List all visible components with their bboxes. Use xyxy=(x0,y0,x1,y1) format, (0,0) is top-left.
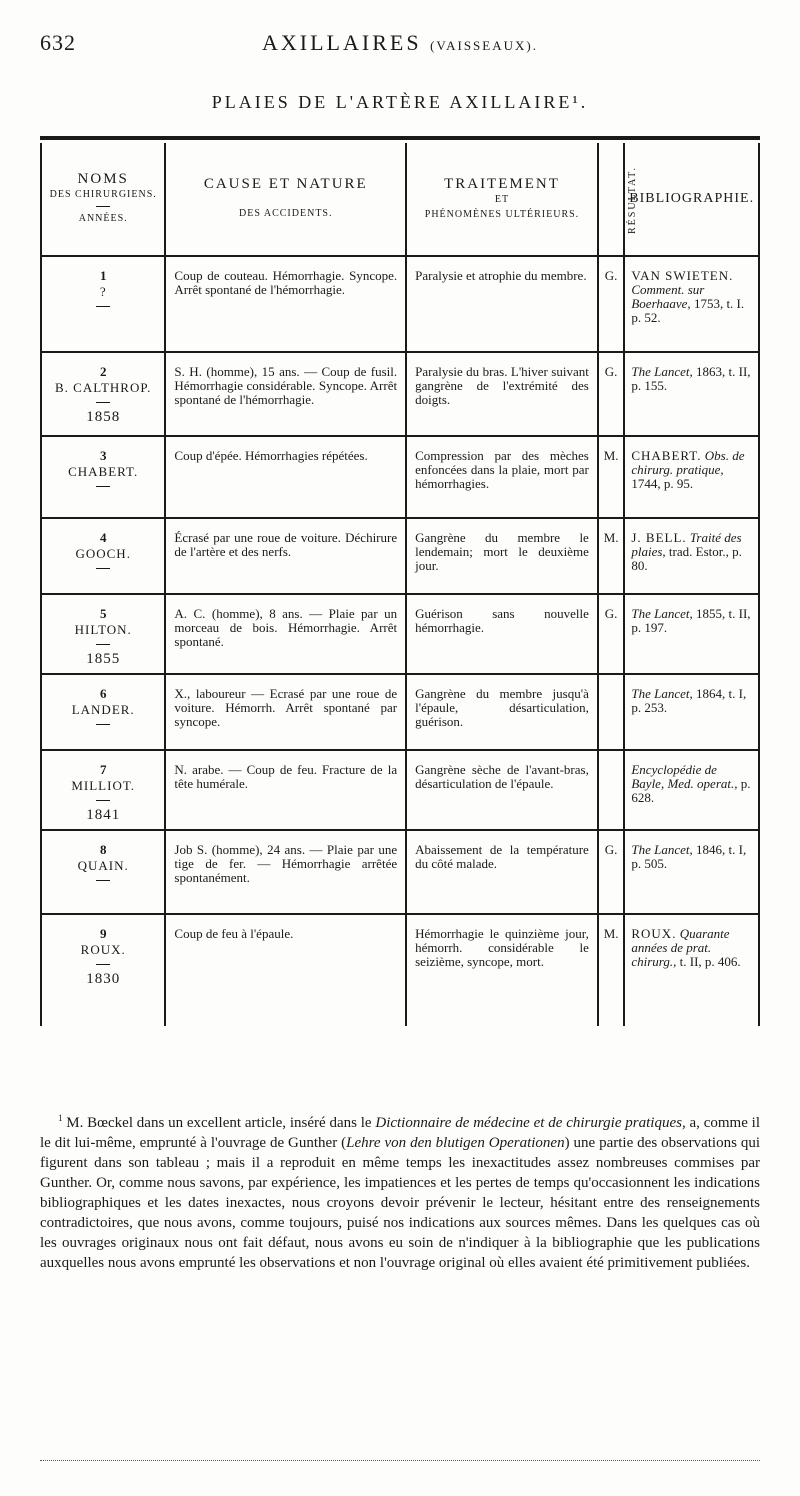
cause-text: Coup d'épée. Hémorrhagies répétées. xyxy=(174,448,368,463)
footnote-text-2: a, comme il le dit lui-même, emprunté à l'ouvrage de Gunther ( xyxy=(40,1115,760,1151)
running-head xyxy=(40,30,760,60)
case-year: 1858 xyxy=(86,409,121,425)
surgeon-name: ROUX. xyxy=(80,942,126,957)
surgeon-name: LANDER. xyxy=(71,702,135,717)
cell-resultat xyxy=(598,674,625,750)
cell-resultat xyxy=(598,830,625,914)
bib-title: The Lancet, xyxy=(631,842,693,857)
cell-cause xyxy=(165,256,406,352)
case-number: 2 xyxy=(99,364,107,379)
header-noms-dash xyxy=(96,206,110,207)
resultat-value xyxy=(599,675,624,687)
case-number: 7 xyxy=(99,762,107,777)
footnote-text-3: ) une partie des observations qui figurent dans son tableau ; mais il a reproduit en même temps les inexactitudes assez nombreuses commises par Gunther. Or, comme nous savons, par expérience, les impatiences et les pertes de temps qu'occasionnent les indications bibliographiques et les dates inexactes, nous croyons devoir prévenir le lecteur, hésitant entre des renseignements contradictoires, que nous avons, comme toujours, puisé nos indications aux sources mêmes. Dans les quelques cas où les ouvrages originaux nous ont fait défaut, nous avons eu soin de n'indiquer à la bibliographie que les publications auxquelles nous avons emprunté les observations et non l'ouvrage original où elles avaient été primitivement publiées. xyxy=(40,1135,761,1271)
resultat-value: M. xyxy=(603,530,619,545)
header-resultat xyxy=(598,143,638,256)
table-row xyxy=(41,830,759,914)
page-title: PLAIES DE L'ARTÈRE AXILLAIRE¹. xyxy=(211,92,589,112)
footnote-marker: 1 xyxy=(58,1113,63,1123)
surgeon-name: CHABERT. xyxy=(68,464,139,479)
traitement-text: Gangrène du membre le lendemain; mort le deuxième jour. xyxy=(415,530,589,573)
cell-nom xyxy=(41,594,165,674)
resultat-value: M. xyxy=(603,448,619,463)
bib-title: The Lancet, xyxy=(631,686,693,701)
bib-ref: 1855, t. II, p. 197. xyxy=(631,606,751,635)
header-traitement xyxy=(406,143,598,256)
traitement-text: Hémorrhagie le quinzième jour, hémorrh. considérable le seizième, syncope, mort. xyxy=(415,926,589,969)
header-traitement-mid: ET xyxy=(494,193,510,205)
cell-bibliographie xyxy=(624,436,759,518)
section-title-main: AXILLAIRES xyxy=(262,30,422,55)
cause-text: X., laboureur — Ecrasé par une roue de voiture. Hémorrh. Arrêt spontané par syncope. xyxy=(174,686,398,729)
nom-dash xyxy=(96,568,110,569)
bib-ref: 1846, t. I, p. 505. xyxy=(631,842,747,871)
surgeon-name: GOOCH. xyxy=(75,546,131,561)
cause-text: Coup de couteau. Hémorrhagie. Syncope. Arrêt spontané de l'hémorrhagie. xyxy=(174,268,398,297)
cause-text: Coup de feu à l'épaule. xyxy=(174,926,294,941)
bib-ref: trad. Estor., p. 80. xyxy=(631,544,742,573)
nom-dash xyxy=(96,964,110,965)
table-row xyxy=(41,518,759,594)
case-number: 6 xyxy=(99,686,107,701)
bib-author: J. BELL. xyxy=(631,530,687,545)
resultat-value: M. xyxy=(603,926,619,941)
bib-title: Comment. sur Boerhaave, xyxy=(631,282,705,311)
table-top-rule xyxy=(40,136,760,140)
nom-dash xyxy=(96,800,110,801)
cell-resultat xyxy=(598,914,625,1026)
bib-title: Obs. de chirurg. pratique, xyxy=(631,448,745,477)
section-title-sub: (VAISSEAUX). xyxy=(430,38,538,53)
cell-traitement xyxy=(406,750,598,830)
case-year: 1841 xyxy=(86,807,121,823)
nom-dash xyxy=(96,402,110,403)
footnote-text-1: M. Bœckel dans un excellent article, inséré dans le xyxy=(66,1115,376,1131)
table-row xyxy=(41,352,759,436)
cell-nom xyxy=(41,914,165,1026)
resultat-value: G. xyxy=(604,842,618,857)
bib-ref: 1753, t. I. p. 52. xyxy=(631,296,745,325)
cell-bibliographie xyxy=(624,674,759,750)
table-row xyxy=(41,256,759,352)
bib-title: Traité des plaies, xyxy=(631,530,742,559)
header-resultat-label: RÉSULTAT. xyxy=(626,165,638,234)
cell-cause xyxy=(165,830,406,914)
cell-traitement xyxy=(406,914,598,1026)
traitement-text: Paralysie et atrophie du membre. xyxy=(415,268,587,283)
header-bibliographie xyxy=(624,143,759,256)
resultat-value: G. xyxy=(604,364,618,379)
surgeon-name: MILLIOT. xyxy=(71,778,136,793)
header-noms-mid: DES CHIRURGIENS. xyxy=(49,189,157,200)
bib-ref: 1744, p. 95. xyxy=(631,476,694,491)
cases-table-wrapper xyxy=(40,136,760,1026)
resultat-value xyxy=(599,751,624,763)
cell-nom xyxy=(41,436,165,518)
table-row xyxy=(41,914,759,1026)
cell-nom xyxy=(41,352,165,436)
surgeon-name: ? xyxy=(99,284,107,299)
bib-title: The Lancet, xyxy=(631,364,693,379)
section-title xyxy=(40,30,760,56)
traitement-text: Gangrène du membre jusqu'à l'épaule, désarticulation, guérison. xyxy=(415,686,589,729)
bib-ref: 1864, t. I, p. 253. xyxy=(631,686,747,715)
bib-title: The Lancet, xyxy=(631,606,693,621)
case-number: 8 xyxy=(99,842,107,857)
traitement-text: Abaissement de la température du côté malade. xyxy=(415,842,589,871)
cell-resultat xyxy=(598,352,625,436)
case-number: 9 xyxy=(99,926,107,941)
case-number: 4 xyxy=(99,530,107,545)
bib-author: VAN SWIETEN. xyxy=(631,268,734,283)
cell-resultat xyxy=(598,518,625,594)
header-noms xyxy=(41,143,165,256)
cases-table xyxy=(40,143,760,1026)
case-number: 3 xyxy=(99,448,107,463)
header-noms-bottom: ANNÉES. xyxy=(78,213,128,224)
cell-traitement xyxy=(406,594,598,674)
cell-traitement xyxy=(406,830,598,914)
table-row xyxy=(41,436,759,518)
cell-traitement xyxy=(406,674,598,750)
cell-resultat xyxy=(598,594,625,674)
table-row xyxy=(41,750,759,830)
cell-resultat xyxy=(598,750,625,830)
cell-cause xyxy=(165,674,406,750)
cell-cause xyxy=(165,436,406,518)
cell-bibliographie xyxy=(624,352,759,436)
cell-nom xyxy=(41,674,165,750)
cell-bibliographie xyxy=(624,830,759,914)
case-number: 5 xyxy=(99,606,107,621)
cause-text: N. arabe. — Coup de feu. Fracture de la tête humérale. xyxy=(174,762,398,791)
footnote-italic-2: Lehre von den blutigen Operationen xyxy=(346,1135,565,1151)
nom-dash xyxy=(96,486,110,487)
header-bibliographie-label: BIBLIOGRAPHIE. xyxy=(629,191,755,206)
nom-dash xyxy=(96,306,110,307)
surgeon-name: QUAIN. xyxy=(77,858,129,873)
cell-cause xyxy=(165,518,406,594)
bottom-rule xyxy=(40,1460,760,1461)
bib-author: ROUX. xyxy=(631,926,677,941)
header-cause-top: CAUSE ET NATURE xyxy=(203,176,368,192)
traitement-text: Compression par des mèches enfoncées dans la plaie, mort par hémorrhagies. xyxy=(415,448,589,491)
bib-author: CHABERT. xyxy=(631,448,702,463)
cell-nom xyxy=(41,256,165,352)
cell-traitement xyxy=(406,518,598,594)
cell-traitement xyxy=(406,352,598,436)
nom-dash xyxy=(96,880,110,881)
surgeon-name: B. CALTHROP. xyxy=(55,380,152,395)
cell-nom xyxy=(41,830,165,914)
cell-bibliographie xyxy=(624,594,759,674)
table-row xyxy=(41,594,759,674)
nom-dash xyxy=(96,644,110,645)
traitement-text: Gangrène sèche de l'avant-bras, désarticulation de l'épaule. xyxy=(415,762,589,791)
bib-ref: t. II, p. 406. xyxy=(679,954,741,969)
cell-bibliographie xyxy=(624,256,759,352)
header-cause xyxy=(165,143,406,256)
bib-ref: 1863, t. II, p. 155. xyxy=(631,364,751,393)
bib-title: Quarante années de prat. chirurg., xyxy=(631,926,730,969)
cause-text: A. C. (homme), 8 ans. — Plaie par un morceau de bois. Hémorrhagie. Arrêt spontané. xyxy=(174,606,398,649)
cell-bibliographie xyxy=(624,914,759,1026)
cause-text: S. H. (homme), 15 ans. — Coup de fusil. Hémorrhagie considérable. Syncope. Arrêt spontané de l'hémorrhagie. xyxy=(174,364,398,407)
cell-traitement xyxy=(406,256,598,352)
traitement-text: Guérison sans nouvelle hémorrhagie. xyxy=(415,606,589,635)
cell-cause xyxy=(165,914,406,1026)
cell-resultat xyxy=(598,256,625,352)
cell-nom xyxy=(41,518,165,594)
cell-bibliographie xyxy=(624,750,759,830)
cause-text: Job S. (homme), 24 ans. — Plaie par une tige de fer. — Hémorrhagie arrêtée spontanément. xyxy=(174,842,398,885)
bib-title: Encyclopédie de Bayle, Med. operat., xyxy=(631,762,738,791)
page-number: 632 xyxy=(40,30,76,55)
header-traitement-bottom: PHÉNOMÈNES ULTÉRIEURS. xyxy=(424,208,580,220)
cell-traitement xyxy=(406,436,598,518)
header-noms-top: NOMS xyxy=(77,171,129,187)
traitement-text: Paralysie du bras. L'hiver suivant gangrène de l'extrémité des doigts. xyxy=(415,364,589,407)
header-cause-bottom: DES ACCIDENTS. xyxy=(239,208,333,219)
cell-nom xyxy=(41,750,165,830)
cell-cause xyxy=(165,594,406,674)
resultat-value: G. xyxy=(604,268,618,283)
cell-bibliographie xyxy=(624,518,759,594)
table-header-row xyxy=(41,143,759,256)
table-row xyxy=(41,674,759,750)
footnote-italic-1: Dictionnaire de médecine et de chirurgie pratiques, xyxy=(375,1115,686,1131)
cell-cause xyxy=(165,750,406,830)
header-traitement-top: TRAITEMENT xyxy=(444,175,560,192)
resultat-value: G. xyxy=(604,606,618,621)
nom-dash xyxy=(96,724,110,725)
surgeon-name: HILTON. xyxy=(74,622,132,637)
cause-text: Écrasé par une roue de voiture. Déchirure de l'artère et des nerfs. xyxy=(174,530,398,559)
cell-cause xyxy=(165,352,406,436)
case-year: 1855 xyxy=(86,651,121,667)
bib-ref: p. 628. xyxy=(631,776,751,805)
footnote xyxy=(40,1108,760,1273)
case-year: 1830 xyxy=(86,971,121,987)
cell-resultat xyxy=(598,436,625,518)
case-number: 1 xyxy=(99,268,107,283)
